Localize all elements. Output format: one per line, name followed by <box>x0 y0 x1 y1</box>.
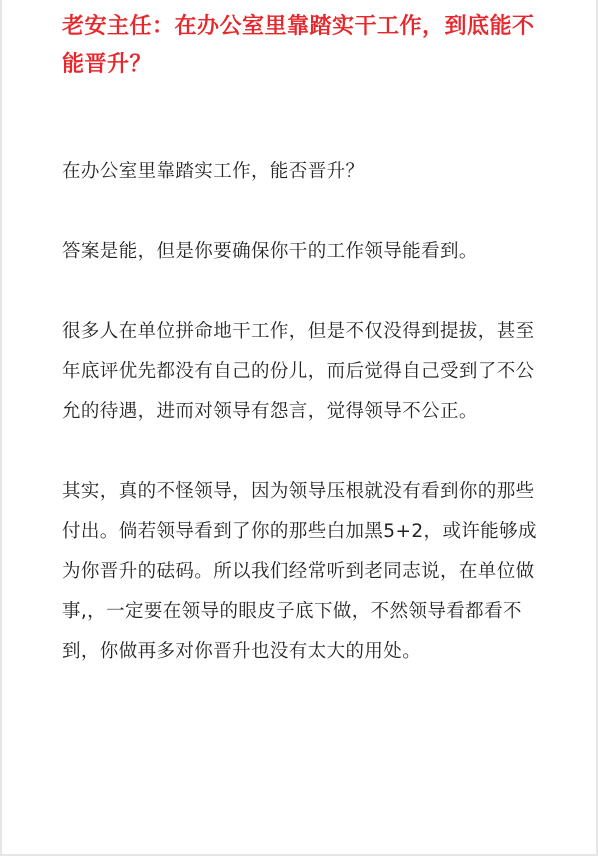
paragraph-complaint: 很多人在单位拼命地干工作，但是不仅没得到提拔，甚至年底评优先都没有自己的份儿，而后觉得自己受到了不公允的待遇，进而对领导有怨言，觉得领导不公正。 <box>62 321 535 422</box>
paragraph-explanation: 其实，真的不怪领导，因为领导压根就没有看到你的那些付出。倘若领导看到了你的那些白加黑5+2，或许能够成为你晋升的砝码。所以我们经常听到老同志说，在单位做事,，一定要在领导的眼皮子底下做，不然领导看都看不到，你做再多对你晋升也没有太大的用处。 <box>62 481 537 662</box>
article <box>62 0 546 672</box>
article-title: 老安主任：在办公室里靠踏实干工作，到底能不能晋升？ <box>62 14 535 77</box>
paragraph-answer: 答案是能，但是你要确保你干的工作领导能看到。 <box>62 241 478 262</box>
paragraph-question: 在办公室里靠踏实工作，能否晋升？ <box>62 161 365 182</box>
